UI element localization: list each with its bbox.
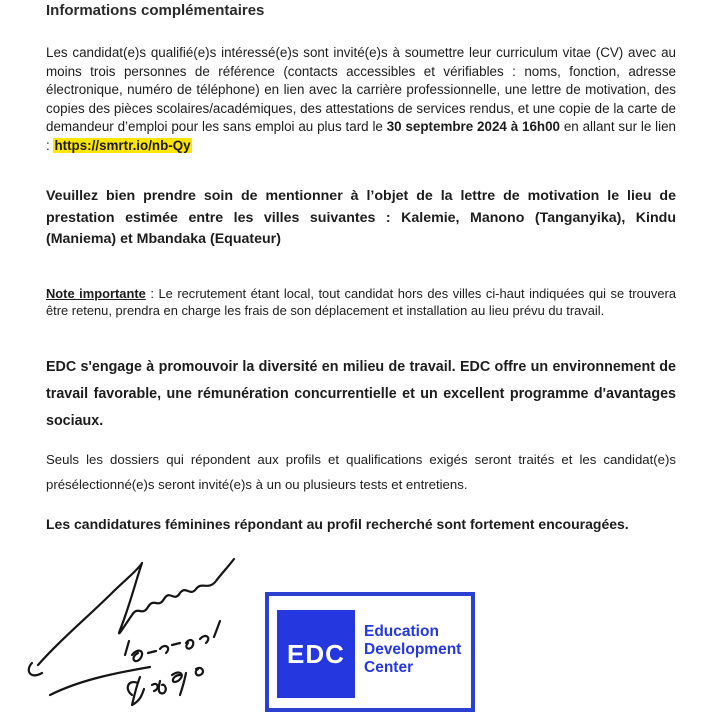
location-instructions: Veuillez bien prendre soin de mentionner à l’objet de la lettre de motivation le lieu de prestation estimée entre les villes suivantes : Kalemie, Manono (Tanganyika), Kindu (Maniema) et Mbandaka (Equateur) — [46, 188, 676, 247]
edc-stamp — [265, 592, 475, 712]
diversity-statement: EDC s'engage à promouvoir la diversité en milieu de travail. EDC offre un environnement de travail favorable, une rémunération concurrentielle et un excellent programme d'avantages sociaux. — [46, 359, 676, 429]
application-link[interactable]: https://smrtr.io/nb-Qy — [54, 137, 191, 153]
women-encouraged: Les candidatures féminines répondant au profil recherché sont fortement encouragées. — [46, 516, 629, 532]
note-text: : Le recrutement étant local, tout candidat hors des villes ci-haut indiquées qui se trouvera être retenu, prendra en charge les frais de son déplacement et installation au lieu prévu du travail. — [46, 286, 676, 318]
note-label: Note importante — [46, 286, 146, 301]
important-note — [46, 285, 676, 319]
deadline-date: 30 septembre 2024 à 16h00 — [386, 119, 560, 135]
section-heading: Informations complémentaires — [46, 2, 265, 19]
stamp-line-development: Development — [364, 641, 462, 658]
instructions-text: Les candidat(e)s qualifié(e)s intéressé(e)s sont invité(e)s à soumettre leur curriculum vitae (CV) avec au moins trois personnes de référence (contacts accessibles et vérifiables : noms, fonction, adresse électronique, numéro de téléphone) en lien avec la carrière professionnelle, une lettre de motivation, des copies des pièces scolaires/académiques, des attestations de services rendus, et une copie de la carte de demandeur d’emploi pour les sans emploi au plus tard le — [46, 45, 676, 135]
handwritten-signature — [20, 545, 260, 715]
selection-notice: Seuls les dossiers qui répondent aux profils et qualifications exigés seront traités et les candidat(e)s présélectionné(e)s seront invité(e)s à un ou plusieurs tests et entretiens. — [46, 452, 676, 492]
stamp-line-center: Center — [364, 659, 414, 676]
stamp-line-education: Education — [364, 623, 439, 640]
edc-stamp-mark: EDC — [277, 610, 355, 698]
application-instructions — [46, 44, 676, 156]
instructions-link-intro: en allant sur le lien : — [46, 119, 676, 153]
